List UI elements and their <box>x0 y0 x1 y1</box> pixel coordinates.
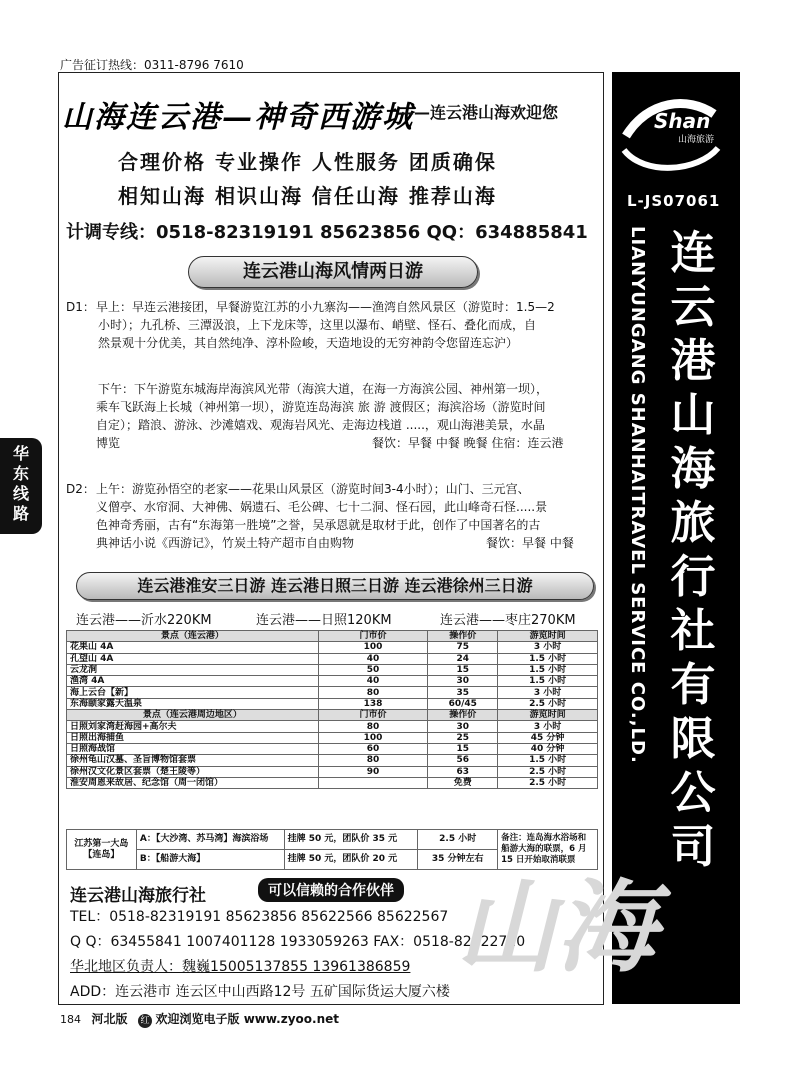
table-row: 日照出海捕鱼 100 25 45 分钟 <box>67 732 598 743</box>
d1-meals: 餐饮：早餐 中餐 晚餐 住宿：连云港 <box>372 436 564 450</box>
distance-2: 连云港——日照120KM <box>256 613 392 628</box>
edition: 河北版 <box>91 1012 128 1026</box>
table-header-row: 景点（连云港） 门市价 操作价 游览时间 <box>67 631 598 642</box>
island-note: 备注：连岛海水浴场和船游大海的联票，6 月 15 日开始取消联票 <box>498 830 598 870</box>
region-tab <box>0 438 42 534</box>
table-row: 徐州龟山汉墓、圣旨博物馆套票 80 56 1.5 小时 <box>67 755 598 766</box>
table-header-row: 景点（连云港周边地区） 门市价 操作价 游览时间 <box>67 710 598 721</box>
d1-label: D1： <box>66 300 95 314</box>
watermark <box>446 862 746 982</box>
ad-hotline: 广告征订热线：0311-8796 7610 <box>60 58 244 72</box>
table-row <box>67 830 598 850</box>
table-row: 孔望山 4A 40 24 1.5 小时 <box>67 653 598 664</box>
slogan: 山海连云港—神奇西游城 <box>62 100 414 135</box>
license-code: L-JS07061 <box>627 192 721 210</box>
table-row: 东海颐家露天温泉 138 60/45 2.5 小时 <box>67 698 598 709</box>
contact-line: 计调专线：0518-82319191 85623856 QQ：634885841 <box>66 222 588 243</box>
option-b: B：【船游大海】 <box>136 850 284 870</box>
price-b: 挂牌 50 元，团队价 20 元 <box>284 850 418 870</box>
distance-1: 连云港——沂水220KM <box>76 613 212 628</box>
welcome-text: ——连云港山海欢迎您 <box>398 103 559 122</box>
price-table <box>66 630 598 789</box>
d1-morning: 早上：早连云港接团，早餐游览江苏的小九寨沟——渔湾自然风景区（游览时：1.5—2 小时）；九孔桥、三潭汲浪，上下龙床等，这里以瀑布、峭壁、怪石、叠化而成，自 然景观十分优美，其自然纯净、淳朴险峻，天造地设的无穷神韵令您留连忘沪） <box>96 300 555 350</box>
tour2-title: 连云港淮安三日游 连云港日照三日游 连云港徐州三日游 <box>76 572 594 600</box>
time-a: 2.5 小时 <box>418 830 498 850</box>
island-label: 江苏第一大岛 【连岛】 <box>67 830 137 870</box>
company-logo-icon <box>618 90 730 178</box>
distance-3: 连云港——枣庄270KM <box>440 613 576 628</box>
d2-itinerary: 上午：游览孙悟空的老家——花果山风景区（游览时间3-4小时）；山门、三元宫、 义僧亭、水帘洞、大神佛、娲遗石、毛公碑、七十二洞、怪石园，此山峰奇石怪.....景 色神奇秀丽，古有“东海第一胜境”之誉，吴承恩就是取材于此，创作了中国著名的古 典神话小说《西游记》，竹炭土特产超市自由购物 <box>96 482 548 550</box>
table-row: 花果山 4A 100 75 3 小时 <box>67 642 598 653</box>
tour1-title: 连云港山海风情两日游 <box>188 256 478 288</box>
contact-tel: TEL：0518-82319191 85623856 85622566 85622567 <box>70 909 449 925</box>
d1-afternoon: 下午：下午游览东城海岸海滨风光带（海滨大道，在海一方海滨公园、神州第一坝）， 乘车飞跃海上长城（神州第一坝），游览连岛海滨 旅 游 渡假区；海滨浴场（游览时间 自定）；踏浪、游泳、沙滩嬉戏、观海岩风光、走海边栈道 .....，观山海港美景，水晶 博览 <box>96 382 549 450</box>
table-row: 日照刘家湾赶海园+高尔夫 80 30 3 小时 <box>67 721 598 732</box>
browse-link[interactable]: 欢迎浏览电子版 www.zyoo.net <box>155 1012 340 1026</box>
table-row: 云龙涧 50 15 1.5 小时 <box>67 664 598 675</box>
option-a: A：【大沙湾、苏马湾】海滨浴场 <box>136 830 284 850</box>
table-row: 淮安周恩来故居、纪念馆（周一闭馆） 免费 2.5 小时 <box>67 777 598 788</box>
company-name: 连云港山海旅行社 <box>70 886 206 906</box>
table-row: 徐州汉文化景区套票（楚王陵等） 90 63 2.5 小时 <box>67 766 598 777</box>
promise-line-2: 相知山海 相识山海 信任山海 推荐山海 <box>118 184 497 208</box>
d2-meals: 餐饮：早餐 中餐 <box>486 536 574 550</box>
partner-badge: 可以信赖的合作伙伴 <box>258 878 404 902</box>
table-row: 日照海战馆 60 15 40 分钟 <box>67 743 598 754</box>
d2-label: D2： <box>66 482 95 496</box>
contact-qq: Q Q：63455841 1007401128 1933059263 FAX：0518-82322710 <box>70 934 526 950</box>
contact-address: ADD：连云港市 连云区中山西路12号 五矿国际货运大厦六楼 <box>70 984 450 1000</box>
logo-text: Shan <box>654 109 711 133</box>
footer <box>60 1010 339 1028</box>
badge-icon: 红 <box>138 1014 152 1028</box>
region-tab-label: 华东线路 <box>12 444 29 523</box>
table-row: 海上云台【新】 80 35 3 小时 <box>67 687 598 698</box>
logo-subtext: 山海旅游 <box>678 135 715 145</box>
page-number: 184 <box>60 1013 81 1026</box>
time-b: 35 分钟左右 <box>418 850 498 870</box>
price-a: 挂牌 50 元，团队价 35 元 <box>284 830 418 850</box>
company-name-en: LIANYUNGANG SHANHAITRAVEL SERVICE CO.,LD. <box>627 226 648 764</box>
company-name-cn: 连云港山海旅行社有限公司 <box>670 226 716 873</box>
table-row: 渔湾 4A 40 30 1.5 小时 <box>67 676 598 687</box>
contact-north: 华北地区负责人：魏巍15005137855 13961386859 <box>70 959 411 975</box>
watermark-text: 山海 <box>456 868 656 982</box>
promise-line-1: 合理价格 专业操作 人性服务 团质确保 <box>118 150 497 174</box>
